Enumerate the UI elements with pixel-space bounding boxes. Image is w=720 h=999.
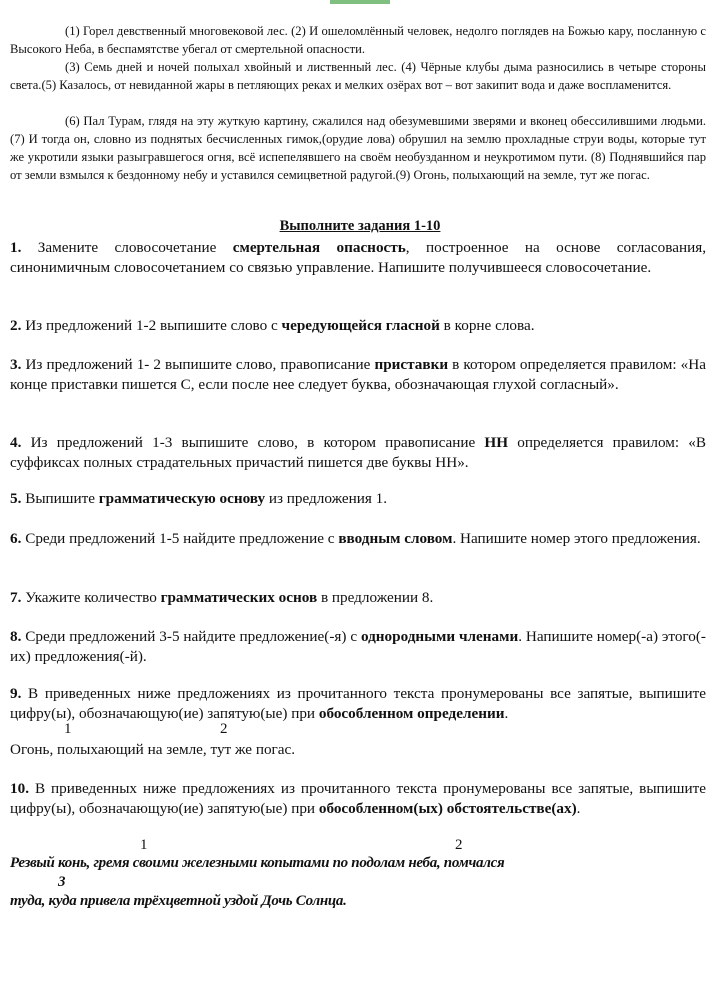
task-text: . Напишите номер(-а) этого(-их) предложения(-й). <box>10 628 706 665</box>
comma-number-mark: 2 <box>220 721 228 737</box>
task-text: Укажите количество <box>21 589 161 606</box>
task-text: . Напишите номер этого предложения. <box>452 530 701 547</box>
task-text: Из предложений 1- 2 выпишите слово, правописание <box>21 356 375 373</box>
task-4 <box>10 433 706 472</box>
comma-number-mark: 1 <box>140 837 148 853</box>
task-number: 4. <box>10 434 22 451</box>
task-text: В приведенных ниже предложениях из прочитанного текста пронумерованы все запятые, выпишите цифру(ы), обозначающую(ие) запятую(ые) при <box>10 685 706 722</box>
task-9 <box>10 684 706 723</box>
text-paragraph-3: (6) Пал Турам, глядя на эту жуткую картину, сжалился над обезумевшими зверями и вконец обессилившими людьми.(7) И тогда он, словно из поднятых бесчисленных гимок,(орудие лова) обрушил на землю прохладные струи воды, которые тут же укротили языки разыгравшегося огня, всё испепелявшего на своём необузданном и неукротимом пути. (8) Поднявшийся пар от земли взмылся к бездонному небу и уставился семицветной радугой.(9) Огонь, полыхающий на земле, тут же погас. <box>10 114 706 182</box>
task-number: 1. <box>10 239 22 256</box>
task-keyword: однородными членами <box>360 628 519 645</box>
task-text: в котором определяется правилом: «На конце приставки пишется С, если после нее следует буква, обозначающая глухой согласный». <box>10 356 706 393</box>
task-text: . <box>576 799 581 817</box>
task-keyword: вводным словом <box>338 530 453 547</box>
task-6 <box>10 529 706 549</box>
task-text: В приведенных ниже предложениях из прочитанного текста пронумерованы все запятые, выпишите цифру(ы), обозначающую(ие) запятую(ые) при <box>10 780 706 817</box>
task-9-sentence: Огонь, полыхающий на земле, тут же погас. <box>10 741 296 758</box>
task-keyword: обособленном(ых) обстоятельстве(ах) <box>318 799 577 817</box>
task-keyword: грамматическую основу <box>98 490 266 507</box>
task-5 <box>10 489 706 509</box>
task-number: 9. <box>10 685 22 702</box>
task-text: в корне слова. <box>439 317 535 334</box>
task-keyword: чередующейся гласной <box>281 317 440 334</box>
task-text: , построенное на основе согласования, синонимичным словосочетанием со связью управление. Напишите получившееся словосочетание. <box>10 239 706 276</box>
task-8 <box>10 627 706 666</box>
text-paragraph-2: (3) Семь дней и ночей полыхал хвойный и лиственный лес. (4) Чёрные клубы дыма разносились в четыре стороны света.(5) Казалось, от невиданной жары в петляющих реках и мелких озёрах вот – вот закипит вода и даже воспламенится. <box>10 60 706 92</box>
task-text: Из предложений 1-2 выпишите слово с <box>21 317 282 334</box>
comma-number-mark: 3 <box>58 874 66 890</box>
task-number: 8. <box>10 628 22 645</box>
task-text: Выпишите <box>21 490 99 507</box>
task-number: 10. <box>10 780 29 797</box>
task-10-sentence-line-1: Резвый конь, гремя своими железными копытами по подолам неба, помчался <box>10 855 505 871</box>
task-7 <box>10 588 706 608</box>
task-2 <box>10 316 706 336</box>
task-number: 5. <box>10 490 22 507</box>
task-text: в предложении 8. <box>317 589 434 606</box>
task-10-sentence-line-2: туда, куда привела трёхцветной уздой Дочь Солнца. <box>10 893 347 909</box>
task-text: . <box>504 704 509 722</box>
task-text: Среди предложений 1-5 найдите предложение с <box>21 530 339 547</box>
task-number: 7. <box>10 589 22 606</box>
task-number: 6. <box>10 530 22 547</box>
task-number: 2. <box>10 317 22 334</box>
task-text: Из предложений 1-3 выпишите слово, в котором правописание <box>21 434 485 451</box>
top-edge-mark <box>330 0 390 4</box>
task-1 <box>10 238 706 277</box>
text-paragraph-1: (1) Горел девственный многовековой лес. (2) И ошеломлённый человек, недолго поглядев на Божью кару, посланную с Высокого Неба, в беспамятстве убегал от смертельной опасности. <box>10 24 706 56</box>
task-3 <box>10 355 706 394</box>
task-keyword: НН <box>484 434 509 451</box>
task-10 <box>10 779 706 818</box>
task-text: Среди предложений 3-5 найдите предложение(-я) с <box>21 628 361 645</box>
comma-number-mark: 1 <box>64 721 72 737</box>
task-keyword: обособленном определении <box>318 704 505 722</box>
task-keyword: приставки <box>374 356 449 373</box>
task-number: 3. <box>10 356 22 373</box>
comma-number-mark: 2 <box>455 837 463 853</box>
task-text: из предложения 1. <box>265 490 388 507</box>
task-text: определяется правилом: «В суффиксах полных страдательных причастий пишется две буквы НН». <box>10 434 706 471</box>
tasks-heading: Выполните задания 1-10 <box>279 218 441 234</box>
task-keyword: грамматических основ <box>160 589 318 606</box>
task-text: Замените словосочетание <box>21 239 233 256</box>
task-keyword: смертельная опасность <box>232 239 406 256</box>
